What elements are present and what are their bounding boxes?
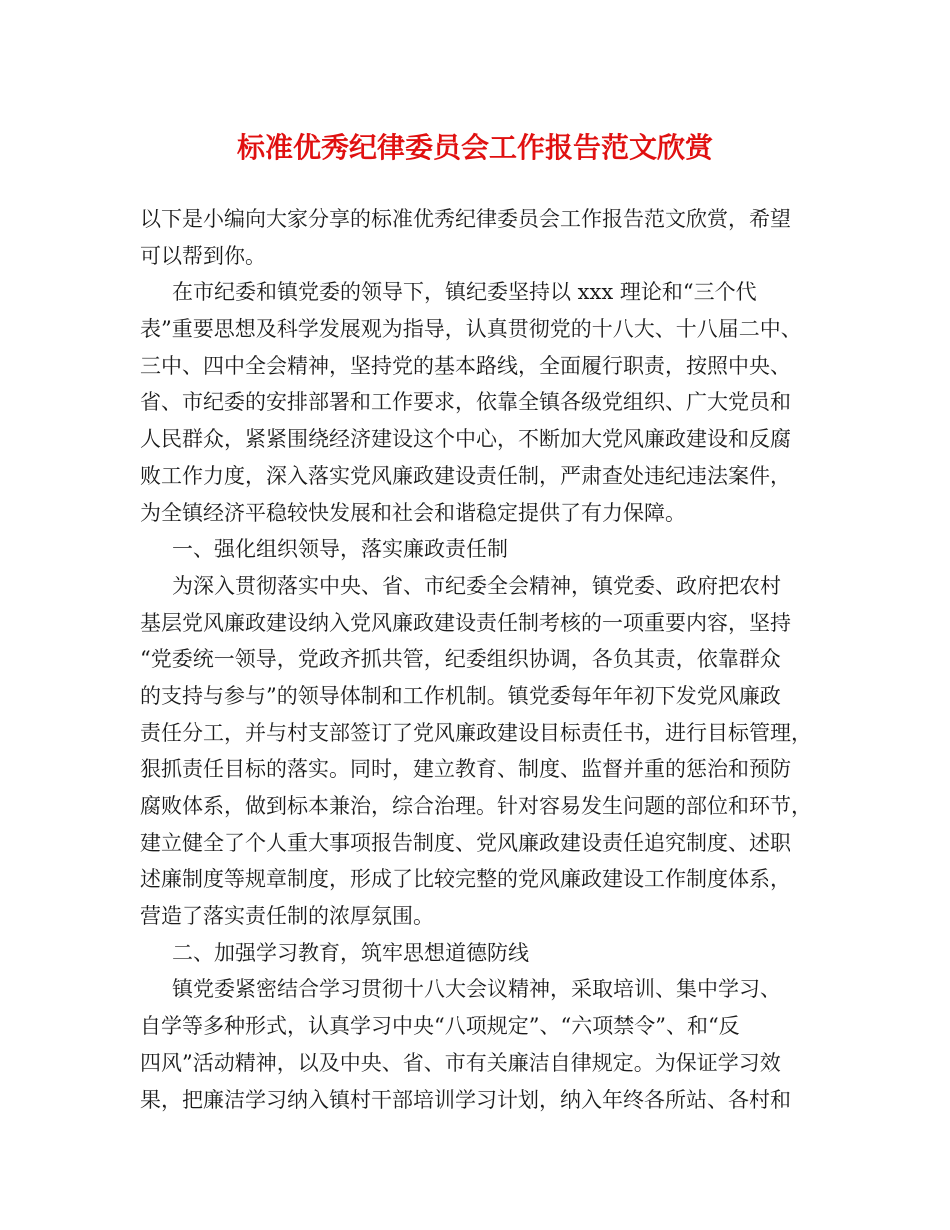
document-title: 标准优秀纪律委员会工作报告范文欣赏: [236, 131, 713, 164]
text-line: 狠抓责任目标的落实。同时，建立教育、制度、监督并重的惩治和预防: [140, 757, 791, 782]
text-line: 基层党风廉政建设纳入党风廉政建设责任制考核的一项重要内容，坚持: [140, 610, 791, 635]
text-line: 四风”活动精神，以及中央、省、市有关廉洁自律规定。为保证学习效: [140, 1050, 781, 1075]
text-line: 在市纪委和镇党委的领导下，镇纪委坚持以 xxx 理论和“三个代: [172, 280, 757, 305]
text-line: 果，把廉洁学习纳入镇村干部培训学习计划，纳入年终各所站、各村和: [140, 1087, 791, 1112]
text-line: 表”重要思想及科学发展观为指导，认真贯彻党的十八大、十八届二中、: [140, 317, 802, 342]
text-line: 腐败体系，做到标本兼治，综合治理。针对容易发生问题的部位和环节，: [140, 794, 812, 818]
text-line: 的支持与参与”的领导体制和工作机制。镇党委每年年初下发党风廉政: [140, 683, 781, 708]
text-line: 为全镇经济平稳较快发展和社会和谐稳定提供了有力保障。: [140, 500, 686, 525]
text-line: 三中、四中全会精神，坚持党的基本路线，全面履行职责，按照中央、: [140, 353, 791, 378]
text-line: 自学等多种形式，认真学习中央“八项规定”、“六项禁令”、和“反: [140, 1014, 740, 1039]
text-line: 镇党委紧密结合学习贯彻十八大会议精神，采取培训、集中学习、: [172, 977, 781, 1002]
text-line: 二、加强学习教育，筑牢思想道德防线: [172, 940, 529, 965]
text-line: 人民群众，紧紧围绕经济建设这个中心，不断加大党风廉政建设和反腐: [140, 427, 791, 452]
text-line: 述廉制度等规章制度，形成了比较完整的党风廉政建设工作制度体系，: [140, 867, 791, 892]
text-line: 责任分工，并与村支部签订了党风廉政建设目标责任书，进行目标管理，: [140, 720, 812, 745]
text-line: 建立健全了个人重大事项报告制度、党风廉政建设责任追究制度、述职: [140, 830, 791, 855]
text-line: “党委统一领导，党政齐抓共管，纪委组织协调，各负其责，依靠群众: [140, 647, 781, 672]
text-line: 可以帮到你。: [140, 243, 266, 268]
text-line: 省、市纪委的安排部署和工作要求，依靠全镇各级党组织、广大党员和: [140, 390, 791, 415]
text-line: 一、强化组织领导，落实廉政责任制: [172, 537, 508, 562]
text-line: 败工作力度，深入落实党风廉政建设责任制，严肃查处违纪违法案件，: [140, 463, 791, 488]
document-body: [140, 201, 820, 1118]
text-line: 为深入贯彻落实中央、省、市纪委全会精神，镇党委、政府把农村: [172, 573, 781, 598]
text-line: 营造了落实责任制的浓厚氛围。: [140, 904, 434, 929]
text-line: 以下是小编向大家分享的标准优秀纪律委员会工作报告范文欣赏，希望: [140, 207, 791, 231]
